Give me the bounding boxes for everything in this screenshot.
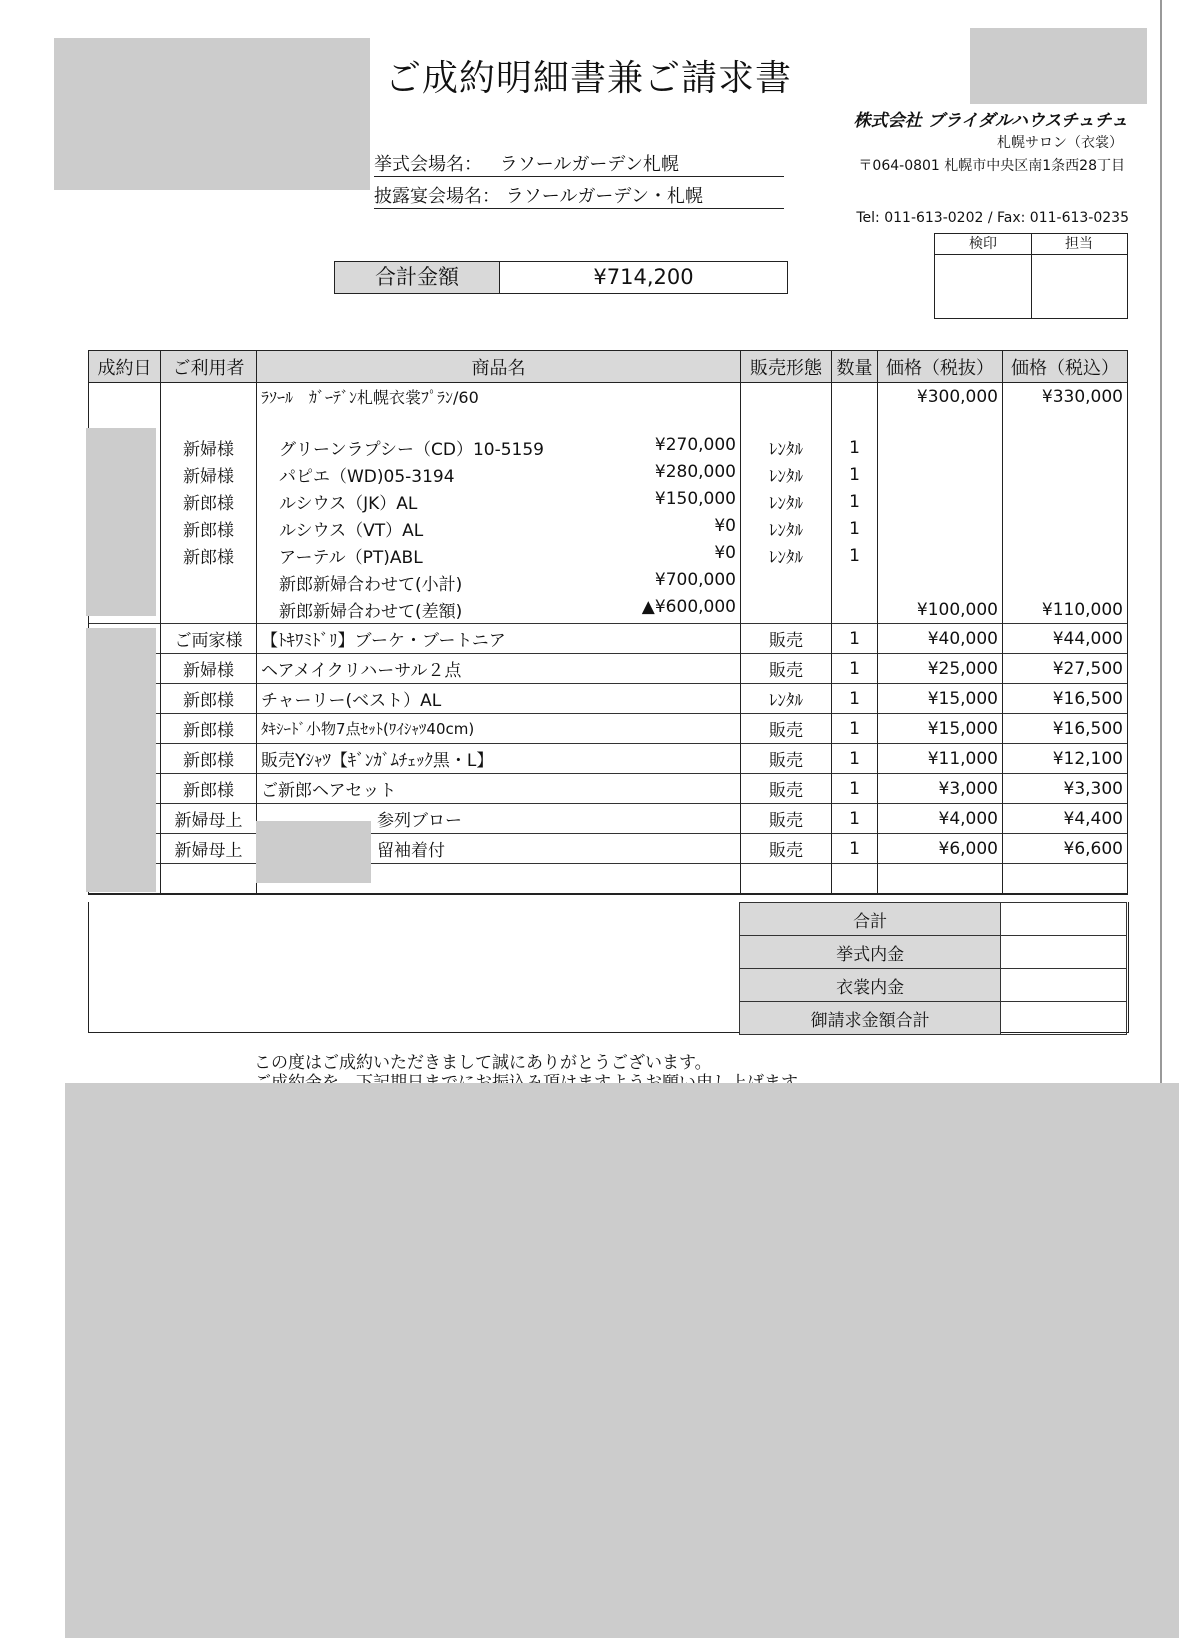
company-name: 株式会社 ブライダルハウスチュチュ xyxy=(853,111,1128,131)
redaction-top-right xyxy=(970,28,1147,104)
plan-subtotal-value: ¥700,000 xyxy=(654,570,736,590)
row-name: 留袖着付 xyxy=(377,841,445,861)
plan-diff-price-ex: ¥100,000 xyxy=(878,596,1003,624)
redaction-contract-date-2 xyxy=(86,628,156,892)
header-user: ご利用者 xyxy=(161,351,257,383)
company-branch: 札幌サロン（衣裳） xyxy=(997,135,1123,151)
plan-item-row xyxy=(89,434,1128,461)
plan-price-ex: ¥300,000 xyxy=(878,383,1003,411)
row-price-ex: ¥4,000 xyxy=(878,804,1003,834)
plan-item-qty: 1 xyxy=(832,542,878,569)
plan-item-cell xyxy=(257,542,741,569)
plan-item-amount: ¥0 xyxy=(714,543,736,563)
plan-name: ﾗｿｰﾙ ｶﾞｰﾃﾞﾝ札幌衣裳ﾌﾟﾗﾝ/60 xyxy=(257,383,741,411)
row-type: 販売 xyxy=(741,624,832,654)
table-empty-row xyxy=(89,864,1128,895)
plan-row xyxy=(89,383,1128,411)
header-price-ex: 価格（税抜） xyxy=(878,351,1003,383)
plan-item-cell xyxy=(257,461,741,488)
row-user: 新婦母上 xyxy=(161,834,257,864)
row-qty: 1 xyxy=(832,744,878,774)
summary-table xyxy=(739,902,1127,1035)
row-name: ﾀｷｼｰﾄﾞ小物7点ｾｯﾄ(ﾜｲｼｬﾂ40cm) xyxy=(257,714,741,744)
plan-item-cell xyxy=(257,488,741,515)
plan-item-qty: 1 xyxy=(832,434,878,461)
plan-item-row xyxy=(89,515,1128,542)
row-price-ex: ¥40,000 xyxy=(878,624,1003,654)
row-qty: 1 xyxy=(832,774,878,804)
table-row xyxy=(89,834,1128,864)
row-qty: 1 xyxy=(832,834,878,864)
plan-item-user: 新郎様 xyxy=(161,515,257,542)
ceremony-venue xyxy=(374,150,784,177)
row-type: 販売 xyxy=(741,774,832,804)
row-qty: 1 xyxy=(832,684,878,714)
plan-item-cell xyxy=(257,434,741,461)
table-row xyxy=(89,654,1128,684)
plan-subtotal-cell xyxy=(257,569,741,596)
plan-diff-price-in: ¥110,000 xyxy=(1003,596,1128,624)
header-contract-date: 成約日 xyxy=(89,351,161,383)
table-row xyxy=(89,774,1128,804)
header-sale-type: 販売形態 xyxy=(741,351,832,383)
row-user: 新郎様 xyxy=(161,684,257,714)
row-price-in: ¥44,000 xyxy=(1003,624,1128,654)
summary-row xyxy=(740,903,1127,936)
plan-item-user: 新郎様 xyxy=(161,542,257,569)
plan-item-name: グリーンラプシー（CD）10-5159 xyxy=(279,440,544,460)
summary-ceremony-deposit-label: 挙式内金 xyxy=(740,936,1001,969)
plan-item-user: 新婦様 xyxy=(161,434,257,461)
header-price-in: 価格（税込） xyxy=(1003,351,1128,383)
row-qty: 1 xyxy=(832,714,878,744)
row-type: 販売 xyxy=(741,804,832,834)
row-price-in: ¥27,500 xyxy=(1003,654,1128,684)
reception-venue xyxy=(374,182,784,209)
row-price-ex: ¥6,000 xyxy=(878,834,1003,864)
plan-item-row xyxy=(89,542,1128,569)
row-price-ex: ¥3,000 xyxy=(878,774,1003,804)
reception-venue-label: 披露宴会場名： xyxy=(374,186,500,207)
plan-item-qty: 1 xyxy=(832,515,878,542)
plan-item-qty: 1 xyxy=(832,488,878,515)
plan-item-qty: 1 xyxy=(832,461,878,488)
plan-item-row xyxy=(89,461,1128,488)
row-name: チャーリー(ベスト）AL xyxy=(257,684,741,714)
plan-item-type: ﾚﾝﾀﾙ xyxy=(741,488,832,515)
company-contact: Tel: 011-613-0202 / Fax: 011-613-0235 xyxy=(856,210,1129,226)
row-type: 販売 xyxy=(741,744,832,774)
summary-total-label: 合計 xyxy=(740,903,1001,936)
row-name: ご新郎ヘアセット xyxy=(257,774,741,804)
summary-costume-deposit-label: 衣裳内金 xyxy=(740,969,1001,1002)
row-price-ex: ¥15,000 xyxy=(878,684,1003,714)
row-user: 新郎様 xyxy=(161,744,257,774)
row-user: 新郎様 xyxy=(161,714,257,744)
stamp-divider xyxy=(1031,254,1032,318)
summary-row xyxy=(740,1002,1127,1035)
summary-row xyxy=(740,936,1127,969)
document-title: ご成約明細書兼ご請求書 xyxy=(385,58,793,99)
plan-item-name: ルシウス（JK）AL xyxy=(279,494,418,514)
row-qty: 1 xyxy=(832,654,878,684)
row-type: 販売 xyxy=(741,654,832,684)
total-label: 合計金額 xyxy=(335,262,500,293)
ceremony-venue-value: ラソールガーデン札幌 xyxy=(499,154,680,175)
plan-item-amount: ¥280,000 xyxy=(654,462,736,482)
plan-item-type: ﾚﾝﾀﾙ xyxy=(741,542,832,569)
plan-item-type: ﾚﾝﾀﾙ xyxy=(741,515,832,542)
plan-subtotal-label: 新郎新婦合わせて(小計) xyxy=(279,575,463,595)
reception-venue-value: ラソールガーデン・札幌 xyxy=(505,186,704,207)
row-name: 参列ブロー xyxy=(377,811,462,831)
header-product: 商品名 xyxy=(257,351,741,383)
plan-diff-label: 新郎新婦合わせて(差額) xyxy=(279,602,463,622)
plan-price-in: ¥330,000 xyxy=(1003,383,1128,411)
row-qty: 1 xyxy=(832,624,878,654)
table-row xyxy=(89,714,1128,744)
plan-diff-row xyxy=(89,596,1128,624)
thank-you-message: この度はご成約いただきまして誠にありがとうございます。 xyxy=(254,1053,712,1073)
plan-item-type: ﾚﾝﾀﾙ xyxy=(741,434,832,461)
row-price-in: ¥12,100 xyxy=(1003,744,1128,774)
row-type: 販売 xyxy=(741,834,832,864)
plan-subtotal-row xyxy=(89,569,1128,596)
plan-item-amount: ¥0 xyxy=(714,516,736,536)
plan-item-cell xyxy=(257,515,741,542)
plan-item-name: パピエ（WD)05-3194 xyxy=(279,467,455,487)
stamp-box xyxy=(934,233,1128,319)
row-price-ex: ¥25,000 xyxy=(878,654,1003,684)
plan-item-user: 新婦様 xyxy=(161,461,257,488)
row-price-in: ¥4,400 xyxy=(1003,804,1128,834)
row-price-ex: ¥11,000 xyxy=(878,744,1003,774)
header-qty: 数量 xyxy=(832,351,878,383)
plan-diff-cell xyxy=(257,596,741,624)
row-price-in: ¥6,600 xyxy=(1003,834,1128,864)
company-address: 〒064-0801 札幌市中央区南1条西28丁目 xyxy=(858,158,1125,174)
row-price-ex: ¥15,000 xyxy=(878,714,1003,744)
plan-item-row xyxy=(89,488,1128,515)
row-name: 販売Yｼｬﾂ【ｷﾞﾝｶﾞﾑﾁｪｯｸ黒・L】 xyxy=(257,744,741,774)
summary-row xyxy=(740,969,1127,1002)
stamp-inspect-label: 検印 xyxy=(935,234,1032,255)
plan-item-type: ﾚﾝﾀﾙ xyxy=(741,461,832,488)
plan-diff-value: ▲¥600,000 xyxy=(641,597,736,617)
ceremony-venue-label: 挙式会場名： xyxy=(374,154,482,175)
table-row xyxy=(89,624,1128,654)
row-qty: 1 xyxy=(832,804,878,834)
items-table xyxy=(88,350,1128,895)
redaction-names xyxy=(256,821,371,883)
row-user: ご両家様 xyxy=(161,624,257,654)
redaction-top-left xyxy=(54,38,370,190)
plan-item-amount: ¥270,000 xyxy=(654,435,736,455)
table-row xyxy=(89,684,1128,714)
row-user: 新婦様 xyxy=(161,654,257,684)
redaction-contract-date xyxy=(86,428,156,616)
row-price-in: ¥16,500 xyxy=(1003,714,1128,744)
table-header-row xyxy=(89,351,1128,383)
row-name: ヘアメイクリハーサル２点 xyxy=(257,654,741,684)
plan-item-name: ルシウス（VT）AL xyxy=(279,521,424,541)
row-type: ﾚﾝﾀﾙ xyxy=(741,684,832,714)
plan-item-amount: ¥150,000 xyxy=(654,489,736,509)
redaction-bottom xyxy=(65,1083,1179,1638)
total-value: ¥714,200 xyxy=(593,265,694,289)
table-row xyxy=(89,744,1128,774)
stamp-staff-label: 担当 xyxy=(1031,234,1127,255)
row-name: 【ﾄｷﾜﾐﾄﾞﾘ】ブーケ・ブートニア xyxy=(257,624,741,654)
summary-billing-total-label: 御請求金額合計 xyxy=(740,1002,1001,1035)
row-type: 販売 xyxy=(741,714,832,744)
plan-item-user: 新郎様 xyxy=(161,488,257,515)
row-user: 新婦母上 xyxy=(161,804,257,834)
row-price-in: ¥3,300 xyxy=(1003,774,1128,804)
table-row xyxy=(89,804,1128,834)
total-amount-box xyxy=(334,261,788,294)
row-user: 新郎様 xyxy=(161,774,257,804)
row-price-in: ¥16,500 xyxy=(1003,684,1128,714)
plan-item-name: アーテル（PT)ABL xyxy=(279,548,423,568)
